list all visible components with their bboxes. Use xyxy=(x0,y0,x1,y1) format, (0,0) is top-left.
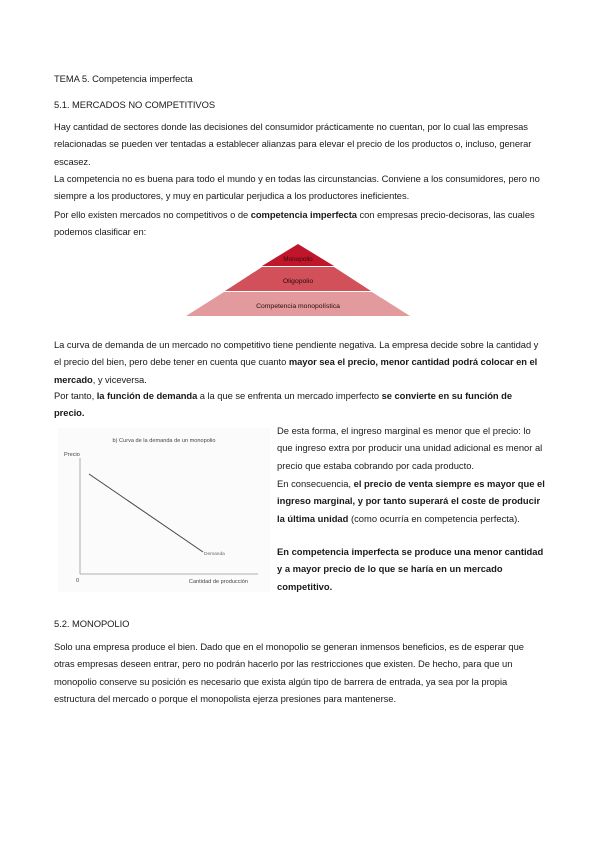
document-title: TEMA 5. Competencia imperfecta xyxy=(54,73,193,84)
pyramid-bottom-label: Competencia monopolística xyxy=(256,303,340,310)
paragraph-4-text-a: La curva de demanda de un mercado no competitivo tiene pendiente negativa. La empresa decide sobre la cantidad y el precio del bien, pero debe tener en cuenta que cuanto xyxy=(54,339,539,368)
paragraph-5 xyxy=(54,387,544,422)
right-paragraph-1: De esta forma, el ingreso marginal es menor que el precio: lo que ingreso extra por producir una unidad adicional es menor al precio que estaba cobrando por cada producto. xyxy=(277,425,543,471)
right-paragraph-2 xyxy=(277,475,547,527)
pyramid-top-label: Monopolio xyxy=(283,256,313,263)
chart-canvas xyxy=(58,428,270,592)
paragraph-3-bold: competencia imperfecta xyxy=(250,209,357,220)
demand-curve-label: Demanda xyxy=(204,552,225,557)
section-heading-1: 5.1. MERCADOS NO COMPETITIVOS xyxy=(54,99,216,110)
right-paragraph-2-bold: el precio de venta siempre es mayor que el ingreso marginal, y por tanto superará el coste de producir la última unidad xyxy=(277,478,545,524)
paragraph-2: La competencia no es buena para todo el mundo y en todas las circunstancias. Conviene a los consumidores, pero no siempre a los productores, y muy en particular perjudica a los productores ineficientes. xyxy=(54,173,540,202)
paragraph-4-bold: mayor sea el precio, menor cantidad podrá colocar en el mercado xyxy=(54,356,538,385)
right-paragraph-2-text-c: (como ocurría en competencia perfecta). xyxy=(348,512,520,524)
paragraph-1: Hay cantidad de sectores donde las decisiones del consumidor prácticamente no cuentan, por lo cual las empresas relacionadas se pueden ver tentadas a establecer alianzas para elevar el precio de los productos o, incluso, generar escasez. xyxy=(54,121,532,167)
paragraph-5-bold-2: se convierte en su función de precio. xyxy=(54,390,512,419)
section-2-paragraph-1: Solo una empresa produce el bien. Dado que en el monopolio se generan inmensos beneficios, es de esperar que otras empresas deseen entrar, pero no podrán hacerlo por las restricciones que existen. De hecho, para que un monopolio conserve su posición es necesario que exista algún tipo de barrera de entrada, ya sea por la propia estructura del mercado o porque el monopolista ejerza presiones para mantenerse. xyxy=(54,641,524,705)
paragraph-5-bold-1: la función de demanda xyxy=(96,390,198,401)
market-pyramid-diagram xyxy=(186,244,410,316)
chart-y-label: Precio xyxy=(64,452,80,458)
chart-x-label: Cantidad de producción xyxy=(188,579,248,585)
paragraph-4-text-c: , y viceversa. xyxy=(92,373,147,385)
paragraph-4 xyxy=(54,336,544,388)
paragraph-3-text-c: con empresas precio-decisoras, las cuales podemos clasificar en: xyxy=(54,209,535,238)
chart-origin-label: 0 xyxy=(76,578,80,584)
right-paragraph-2-text-a: En consecuencia, xyxy=(277,478,354,489)
paragraph-3 xyxy=(54,206,544,241)
right-paragraph-3: En competencia imperfecta se produce una menor cantidad y a mayor precio de lo que se haría en un mercado competitivo. xyxy=(277,546,544,592)
chart-title: b) Curva de la demanda de un monopolio xyxy=(112,438,216,444)
pyramid-middle-label: Oligopolio xyxy=(282,278,314,285)
paragraph-5-text-c: a la que se enfrenta un mercado imperfecto xyxy=(197,390,382,401)
demand-curve xyxy=(89,474,203,552)
monopoly-demand-chart xyxy=(58,428,270,592)
paragraph-5-text-a: Por tanto, xyxy=(54,390,97,401)
section-heading-2: 5.2. MONOPOLIO xyxy=(54,618,130,629)
paragraph-3-text-a: Por ello existen mercados no competitivos o de xyxy=(54,209,251,220)
